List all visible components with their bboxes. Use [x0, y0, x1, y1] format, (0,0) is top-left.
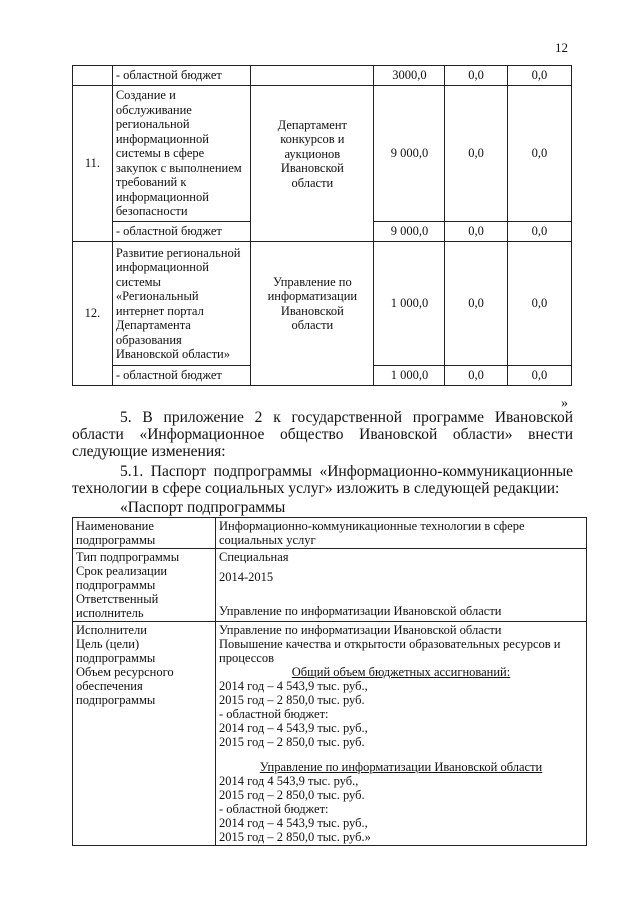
line: Создание и [115, 88, 176, 103]
line: 2014 год 4 543,9 тыс. руб., [219, 774, 359, 788]
line: Департамента [115, 318, 191, 332]
line: обслуживание [115, 102, 192, 117]
line: региональной [115, 117, 190, 132]
line: «Региональный [115, 289, 199, 303]
line: системы в сфере [115, 146, 205, 161]
line: 2014 год – 4 543,9 тыс. руб., [219, 679, 368, 693]
table-cell: 0,0 [507, 242, 571, 366]
table-cell: 9 000,0 [374, 86, 445, 222]
line: исполнитель [76, 606, 144, 620]
line: 2014 год – 4 543,9 тыс. руб., [219, 721, 368, 735]
line: Ивановской [280, 303, 344, 318]
line: Специальная [219, 550, 289, 564]
line: закупок с выполнением [115, 160, 242, 175]
table-row [73, 86, 572, 222]
line: 2015 год – 2 850,0 тыс. руб. [219, 735, 365, 749]
table-row [73, 366, 572, 386]
line: информационной [115, 131, 209, 146]
table-cell: 0,0 [445, 366, 507, 386]
line: Информационно-коммуникационные технологии в сфере [219, 519, 525, 533]
item-name [112, 86, 250, 222]
line: аукционов [284, 146, 341, 161]
table-row [73, 518, 587, 549]
line: Объем ресурсного [76, 665, 174, 679]
table-row [73, 622, 587, 846]
table-cell: 0,0 [507, 366, 571, 386]
line: 2015 год – 2 850,0 тыс. руб. [219, 693, 365, 707]
page-number: 12 [555, 40, 568, 55]
line: - областной бюджет: [219, 707, 329, 721]
item-number: 12. [73, 242, 113, 386]
dept-heading: Управление по информатизации Ивановской области [259, 760, 543, 774]
item-executor [251, 242, 374, 366]
line: безопасности [115, 204, 188, 219]
table-cell: - областной бюджет [112, 66, 250, 86]
activities-table [72, 65, 572, 386]
line: 2014 год – 4 543,9 тыс. руб., [219, 816, 368, 830]
line: Исполнители [76, 623, 147, 637]
line: подпрограммы [76, 651, 156, 665]
table-cell: 3000,0 [374, 66, 445, 86]
line: образования [115, 332, 182, 347]
passport-key [73, 622, 216, 846]
line: требований к [115, 175, 187, 190]
line: 2015 год – 2 850,0 тыс. руб. [219, 788, 365, 802]
passport-key [73, 549, 216, 622]
line: области [291, 175, 334, 190]
table-cell: 0,0 [445, 86, 507, 222]
line: Повышение качества и открытости образовательных ресурсов и [219, 637, 561, 651]
table-cell: 9 000,0 [374, 222, 445, 242]
passport-table [72, 517, 587, 846]
line: Департамент [277, 117, 347, 132]
passport-key [73, 518, 216, 549]
table-row [73, 222, 572, 242]
table-cell: 1 000,0 [374, 242, 445, 366]
passport-value [216, 622, 587, 846]
line: 5. В приложение 2 к государственной программе Ивановской [120, 409, 573, 426]
line: конкурсов и [280, 132, 345, 146]
table-cell: 0,0 [507, 86, 571, 222]
table-cell [251, 222, 374, 242]
line: подпрограммы [76, 693, 156, 707]
line: Ивановской области» [115, 347, 230, 361]
line: Срок реализации [76, 564, 168, 578]
table-cell: 0,0 [507, 222, 571, 242]
line: Развитие региональной [115, 245, 241, 260]
line: информационной [115, 189, 209, 204]
paragraph-5 [72, 409, 573, 460]
passport-value [216, 518, 587, 549]
table-cell: 0,0 [445, 66, 507, 86]
table-cell [251, 366, 374, 386]
table-row [73, 66, 572, 86]
table-cell [73, 66, 113, 86]
line: системы [115, 274, 161, 289]
line: обеспечения [76, 679, 143, 693]
line: Тип подпрограммы [76, 550, 180, 564]
line: 2015 год – 2 850,0 тыс. руб.» [219, 830, 371, 844]
table-cell: 0,0 [507, 66, 571, 86]
table-cell: 0,0 [445, 222, 507, 242]
line: - областной бюджет: [219, 802, 329, 816]
line: подпрограммы [76, 578, 156, 592]
line: социальных услуг [219, 533, 316, 547]
line: подпрограммы [76, 533, 156, 547]
line: Ивановской [280, 161, 344, 175]
table-row [73, 242, 572, 366]
item-name [112, 242, 250, 366]
table-cell: 0,0 [445, 242, 507, 366]
paragraph-5-1 [72, 463, 573, 497]
line: Цель (цели) [76, 637, 140, 651]
total-heading: Общий объем бюджетных ассигнований: [291, 665, 511, 679]
passport-value [216, 549, 587, 622]
closing-quote: » [561, 396, 568, 411]
line: области «Информационное общество Ивановской области» внести [72, 426, 573, 443]
line: Ответственный [76, 592, 159, 606]
line: информатизации [267, 289, 358, 304]
table-cell: 1 000,0 [374, 366, 445, 386]
table-cell: - областной бюджет [112, 366, 250, 386]
line: Управление по информатизации Ивановской области [219, 623, 502, 637]
line: 2014-2015 [219, 570, 274, 584]
line: процессов [219, 651, 274, 665]
passport-title: «Паспорт подпрограммы [120, 499, 286, 516]
line: Наименование [76, 519, 154, 533]
table-cell: - областной бюджет [112, 222, 250, 242]
item-executor [251, 86, 374, 222]
line: технологии в сфере социальных услуг» изложить в следующей редакции: [72, 480, 560, 497]
line: Управление по [272, 274, 352, 289]
line: Управление по информатизации Ивановской области [219, 604, 502, 618]
line: следующие изменения: [72, 443, 226, 460]
table-cell [251, 66, 374, 86]
line: информационной [115, 260, 209, 274]
line: 5.1. Паспорт подпрограммы «Информационно-коммуникационные [120, 463, 573, 480]
line: области [291, 318, 334, 333]
table-row [73, 549, 587, 622]
line: интернет портал [115, 303, 204, 318]
item-number: 11. [73, 86, 113, 242]
